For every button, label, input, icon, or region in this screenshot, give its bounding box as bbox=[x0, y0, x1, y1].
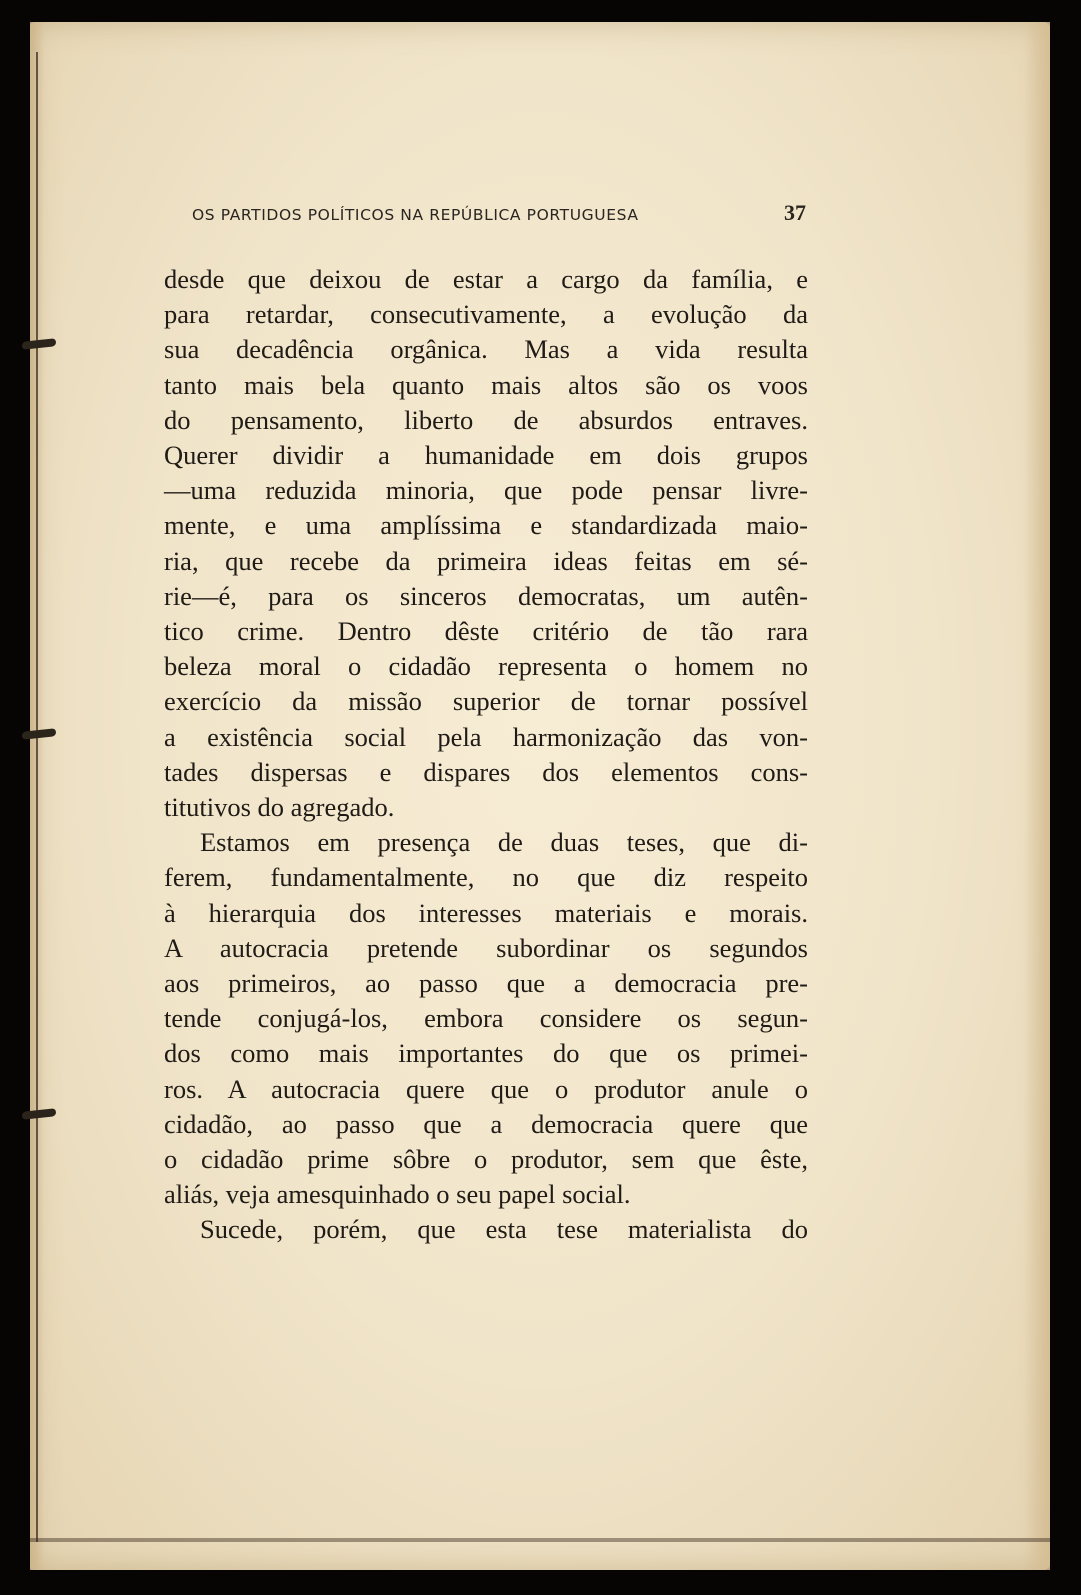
text-line: ros. A autocracia quere que o produtor anule o bbox=[164, 1073, 808, 1104]
running-header bbox=[192, 200, 808, 226]
text-line: ferem, fundamentalmente, no que diz respeito bbox=[164, 862, 808, 893]
text-line: ria, que recebe da primeira ideas feitas em sé- bbox=[164, 545, 808, 576]
text-line: tende conjugá-los, embora considere os segun- bbox=[164, 1003, 808, 1034]
text-line: A autocracia pretende subordinar os segundos bbox=[164, 932, 808, 963]
page-number: 37 bbox=[784, 200, 806, 225]
text-line: beleza moral o cidadão representa o homem no bbox=[164, 651, 808, 682]
text-line: Estamos em presença de duas teses, que di- bbox=[200, 827, 808, 858]
text-line: cidadão, ao passo que a democracia quere que bbox=[164, 1108, 808, 1139]
text-line: do pensamento, liberto de absurdos entraves. bbox=[164, 404, 808, 435]
running-title: OS PARTIDOS POLÍTICOS NA REPÚBLICA PORTUGUESA bbox=[192, 206, 639, 224]
text-line: o cidadão prime sôbre o produtor, sem que êste, bbox=[164, 1144, 808, 1175]
text-line: —uma reduzida minoria, que pode pensar livre- bbox=[164, 475, 808, 506]
text-line: à hierarquia dos interesses materiais e morais. bbox=[164, 897, 808, 928]
text-line: a existência social pela harmonização das von- bbox=[164, 721, 808, 752]
text-line: aliás, veja amesquinhado o seu papel social. bbox=[164, 1179, 631, 1210]
page-bottom-edge bbox=[30, 1538, 1050, 1542]
text-line: rie—é, para os sinceros democratas, um autên- bbox=[164, 580, 808, 611]
text-line: exercício da missão superior de tornar possível bbox=[164, 686, 808, 717]
text-line: dos como mais importantes do que os primei- bbox=[164, 1038, 808, 1069]
text-line: mente, e uma amplíssima e standardizada maio- bbox=[164, 510, 808, 541]
text-line: sua decadência orgânica. Mas a vida resulta bbox=[164, 334, 808, 365]
page-edge-shadow bbox=[1024, 22, 1050, 1570]
body-text bbox=[164, 262, 808, 1248]
text-line: tades dispersas e dispares dos elementos cons- bbox=[164, 756, 808, 787]
text-line: tico crime. Dentro dêste critério de tão rara bbox=[164, 616, 808, 647]
text-line: desde que deixou de estar a cargo da família, e bbox=[164, 264, 808, 294]
text-line: Sucede, porém, que esta tese materialista do bbox=[200, 1214, 808, 1245]
text-line: aos primeiros, ao passo que a democracia pre- bbox=[164, 968, 808, 999]
text-line: tanto mais bela quanto mais altos são os voos bbox=[164, 369, 808, 400]
text-line: para retardar, consecutivamente, a evolução da bbox=[164, 299, 808, 330]
text-line: Querer dividir a humanidade em dois grupos bbox=[164, 440, 808, 471]
text-line: titutivos do agregado. bbox=[164, 792, 395, 823]
binding-gutter-line bbox=[36, 52, 38, 1542]
